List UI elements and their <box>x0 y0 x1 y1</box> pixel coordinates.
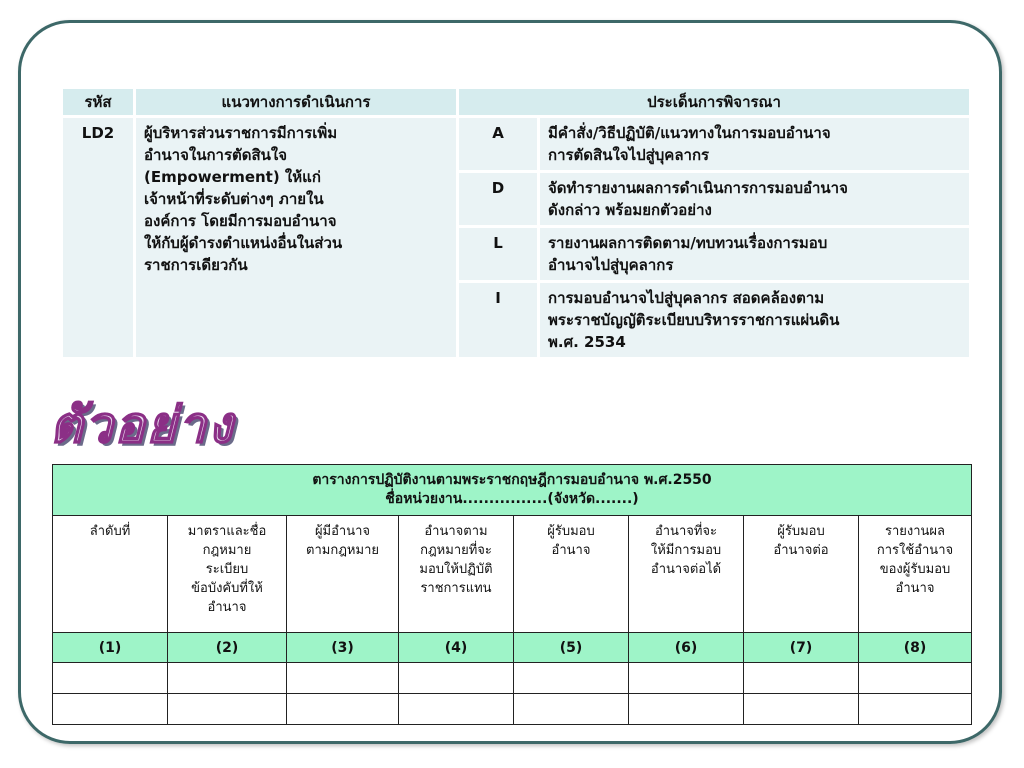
column-number: (2) <box>168 633 287 663</box>
empty-cell <box>53 663 168 694</box>
example-heading: ตัวอย่าง <box>50 395 235 454</box>
consideration-cell-d: จัดทำรายงานผลการดำเนินการการมอบอำนาจ ดังกล่าว พร้อมยกตัวอย่าง <box>540 173 969 225</box>
empty-cell <box>629 694 744 725</box>
column-header: ผู้มีอำนาจ ตามกฎหมาย <box>287 516 399 633</box>
column-header: อำนาจที่จะ ให้มีการมอบ อำนาจต่อได้ <box>629 516 744 633</box>
header-approach: แนวทางการดำเนินการ <box>136 89 456 115</box>
column-number: (5) <box>514 633 629 663</box>
empty-cell <box>53 694 168 725</box>
header-considerations: ประเด็นการพิจารณา <box>459 89 969 115</box>
column-number-row <box>53 633 972 663</box>
consideration-cell-a: มีคำสั่ง/วิธีปฏิบัติ/แนวทางในการมอบอำนาจ การตัดสินใจไปสู่บุคลากร <box>540 118 969 170</box>
code-cell: LD2 <box>63 118 133 357</box>
column-number: (6) <box>629 633 744 663</box>
column-number: (3) <box>287 633 399 663</box>
approach-cell: ผู้บริหารส่วนราชการมีการเพิ่ม อำนาจในการตัดสินใจ (Empowerment) ให้แก่ เจ้าหน้าที่ระดับต่างๆ ภายใน องค์การ โดยมีการมอบอำนาจ ให้กับผู้ดำรงตำแหน่งอื่นในส่วน ราชการเดียวกัน <box>136 118 456 357</box>
empty-cell <box>744 694 859 725</box>
criteria-row <box>63 118 969 170</box>
header-code: รหัส <box>63 89 133 115</box>
empty-cell <box>399 694 514 725</box>
column-header: อำนาจตาม กฎหมายที่จะ มอบให้ปฏิบัติ ราชการแทน <box>399 516 514 633</box>
criteria-table <box>60 86 972 360</box>
column-header: ผู้รับมอบ อำนาจต่อ <box>744 516 859 633</box>
column-number: (1) <box>53 633 168 663</box>
letter-cell-i: I <box>459 283 537 357</box>
letter-cell-l: L <box>459 228 537 280</box>
empty-cell <box>168 694 287 725</box>
empty-cell <box>168 663 287 694</box>
letter-cell-a: A <box>459 118 537 170</box>
empty-cell <box>629 663 744 694</box>
column-number: (7) <box>744 633 859 663</box>
column-number: (4) <box>399 633 514 663</box>
empty-cell <box>399 663 514 694</box>
empty-row <box>53 663 972 694</box>
consideration-cell-i: การมอบอำนาจไปสู่บุคลากร สอดคล้องตาม พระราชบัญญัติระเบียบบริหารราชการแผ่นดิน พ.ศ. 2534 <box>540 283 969 357</box>
empty-cell <box>514 663 629 694</box>
empty-cell <box>859 694 972 725</box>
empty-cell <box>859 663 972 694</box>
empty-row <box>53 694 972 725</box>
empty-cell <box>744 663 859 694</box>
delegation-table <box>52 464 972 725</box>
empty-cell <box>514 694 629 725</box>
delegation-header-row <box>53 516 972 633</box>
delegation-title-row <box>53 465 972 516</box>
column-header: รายงานผล การใช้อำนาจ ของผู้รับมอบ อำนาจ <box>859 516 972 633</box>
empty-cell <box>287 663 399 694</box>
criteria-header-row <box>63 89 969 115</box>
letter-cell-d: D <box>459 173 537 225</box>
consideration-cell-l: รายงานผลการติดตาม/ทบทวนเรื่องการมอบ อำนาจไปสู่บุคลากร <box>540 228 969 280</box>
column-number: (8) <box>859 633 972 663</box>
delegation-title: ตารางการปฏิบัติงานตามพระราชกฤษฎีการมอบอำนาจ พ.ศ.2550 ชื่อหน่วยงาน................(จังหวัด.......) <box>53 465 972 516</box>
column-header: ผู้รับมอบ อำนาจ <box>514 516 629 633</box>
empty-cell <box>287 694 399 725</box>
column-header: มาตราและชื่อ กฎหมาย ระเบียบ ข้อบังคับที่ให้ อำนาจ <box>168 516 287 633</box>
column-header: ลำดับที่ <box>53 516 168 633</box>
